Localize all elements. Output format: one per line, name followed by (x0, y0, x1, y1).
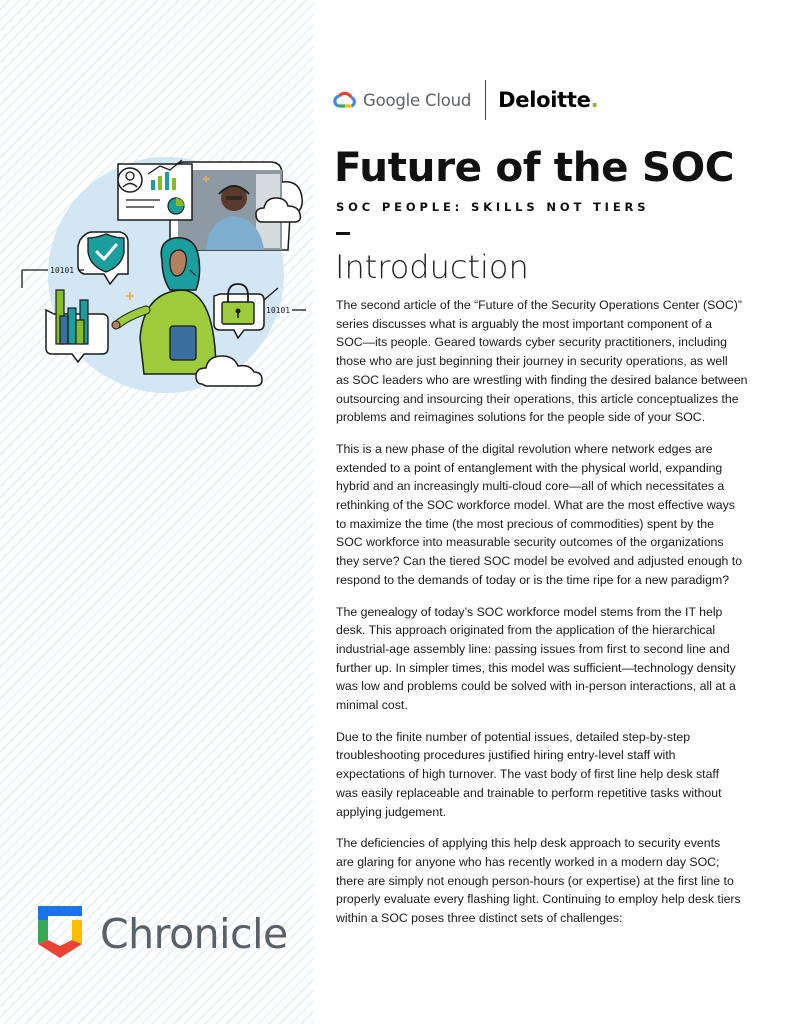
paragraph-3 (336, 603, 754, 715)
paragraph-5 (336, 834, 754, 928)
paragraph-line: hybrid and an increasingly multi-cloud core—all of which necessitates a (336, 479, 725, 494)
paragraph-line: properly evaluate every flashing light. Continuing to employ help desk tiers (336, 892, 741, 907)
paragraph-line: SOC—its people. Geared towards cyber security practitioners, including (336, 335, 727, 350)
dashboard-card-icon (118, 160, 192, 220)
binary-text-left: 10101 (50, 266, 75, 275)
page-title: Future of the SOC (334, 143, 735, 191)
paragraph-line: they serve? Can the tiered SOC model be evolved and adjusted enough to (336, 554, 743, 569)
paragraph-line: there are simply not enough person-hours (or expertise) at the first line to (336, 873, 734, 888)
paragraph-line: are glaring for anyone who has recently worked in a modern day SOC; (336, 854, 720, 869)
section-heading: Introduction (335, 248, 529, 286)
chronicle-icon (38, 906, 82, 962)
page-subtitle: SOC PEOPLE: SKILLS NOT TIERS (336, 200, 650, 214)
paragraph-line: SOC workforce into measurable security outcomes of the organizations (336, 535, 724, 550)
paragraph-line: desk. This approach originated from the application of the hierarchical (336, 623, 716, 638)
paragraph-line: outsourcing and insourcing their operations, this article conceptualizes the (336, 391, 739, 406)
paragraph-line: Due to the finite number of potential issues, detailed step-by-step (336, 729, 691, 744)
paragraph-line: The genealogy of today’s SOC workforce model stems from the IT help (336, 604, 723, 619)
paragraph-line: applying judgement. (336, 804, 447, 819)
paragraph-line: as SOC leaders who are wrestling with finding the desired balance between (336, 372, 748, 387)
paragraph-line: expectations of high turnover. The vast body of first line help desk staff (336, 767, 720, 782)
paragraph-line: was easily replaceable and trainable to perform repetitive tasks without (336, 785, 722, 800)
paragraph-line: troubleshooting procedures justified hiring entry-level staff with (336, 748, 676, 763)
paragraph-line: problems and reimagines solutions for the people side of your SOC. (336, 410, 706, 425)
google-cloud-icon (333, 90, 357, 110)
header-logos (333, 80, 598, 120)
paragraph-line: further up. In simpler times, this model was sufficient—technology density (336, 660, 736, 675)
article-body (336, 296, 754, 941)
paragraph-line: series discusses what is arguably the most important component of a (336, 316, 712, 331)
paragraph-line: rethinking of the SOC workforce model. What are the most effective ways (336, 498, 735, 513)
paragraph-line: The deficiencies of applying this help desk approach to security events (336, 836, 721, 851)
paragraph-line: industrial-age assembly line: passing issues from first to second line and (336, 641, 730, 656)
paragraph-4 (336, 728, 754, 822)
paragraph-2 (336, 440, 754, 590)
deloitte-label: Deloitte (498, 88, 591, 112)
paragraph-line: minimal cost. (336, 698, 408, 713)
paragraph-line: The second article of the “Future of the Security Operations Center (SOC)” (336, 298, 742, 312)
deloitte-dot: . (590, 88, 599, 112)
paragraph-line: within a SOC poses three distinct sets of challenges: (336, 911, 623, 926)
paragraph-line: was low and problems could be solved with in-person interactions, all at a (336, 679, 736, 694)
deloitte-logo (498, 88, 598, 112)
chronicle-logo (38, 906, 288, 962)
paragraph-line: This is a new phase of the digital revolution where network edges are (336, 441, 713, 456)
paragraph-1 (336, 296, 754, 427)
paragraph-line: those who are just beginning their journey in security operations, as well (336, 354, 728, 369)
binary-text-right: 10101 (266, 306, 291, 315)
google-cloud-logo (333, 90, 471, 110)
google-cloud-label: Google Cloud (363, 90, 472, 110)
paragraph-line: extended to a point of entanglement with the physical world, expanding (336, 460, 723, 475)
chronicle-label: Chronicle (100, 910, 288, 958)
soc-illustration (20, 150, 310, 405)
logo-divider (485, 80, 486, 120)
paragraph-line: to maximize the time (the most precious of commodities) spent by the (336, 516, 714, 531)
paragraph-line: respond to the demands of today or is the time ripe for a new paradigm? (336, 572, 730, 587)
title-dash-divider (336, 232, 350, 235)
